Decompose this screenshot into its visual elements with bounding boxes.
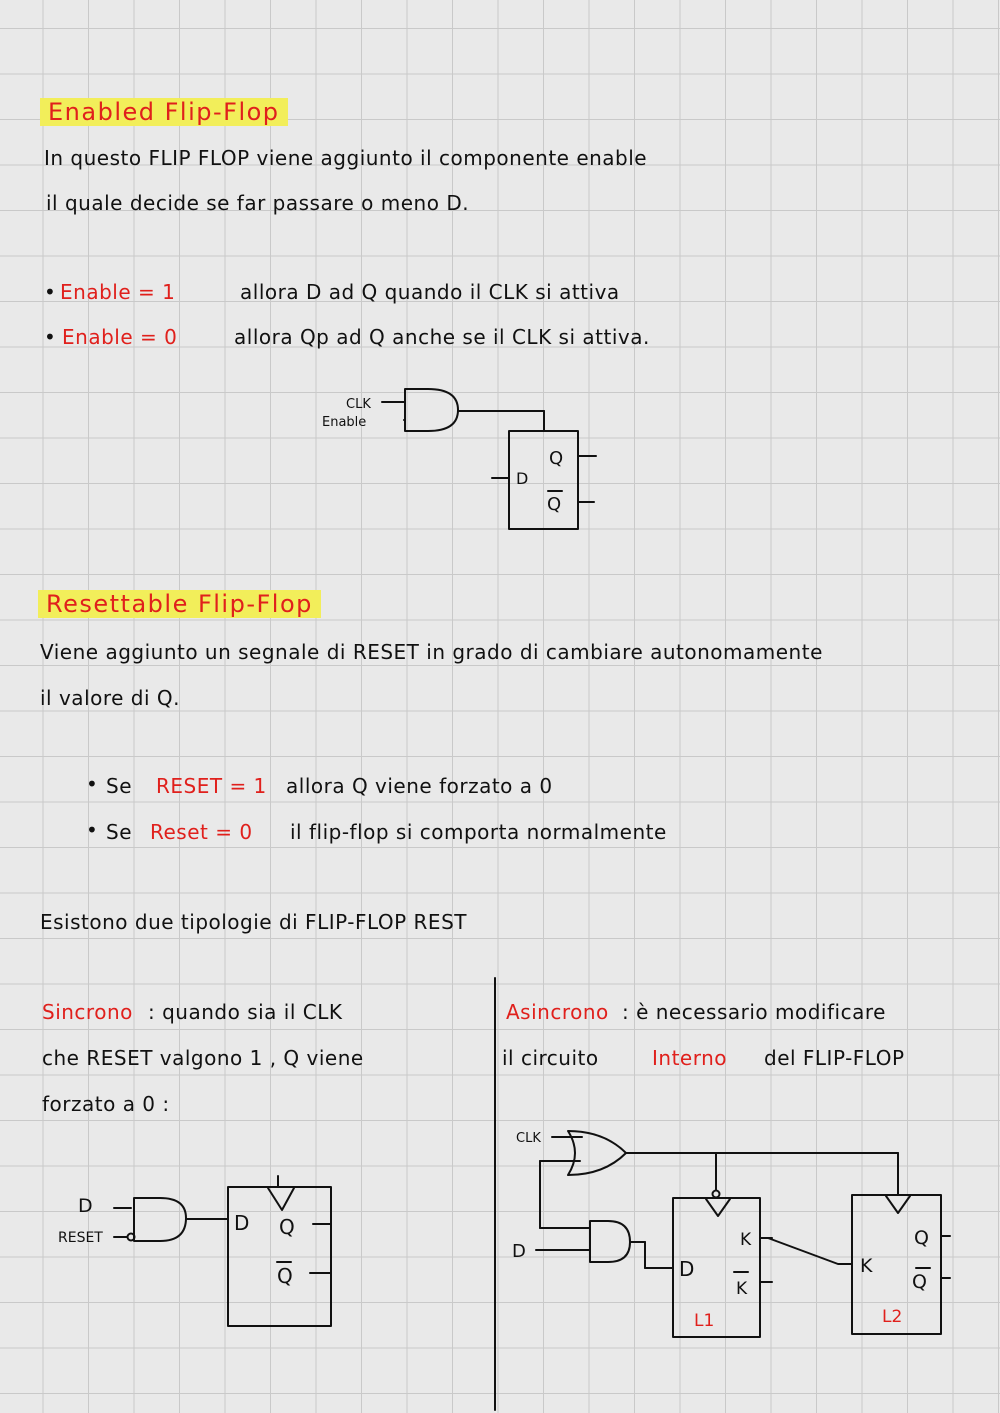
label-l2-q: Q [914, 1227, 929, 1249]
bullet-pre: Se [106, 774, 132, 798]
text-line: il circuito [502, 1046, 599, 1070]
label-d: D [516, 469, 529, 488]
text-line: In questo FLIP FLOP viene aggiunto il componente enable [44, 146, 648, 170]
label-l1-kbar: K [736, 1279, 748, 1299]
sincrono-label: Sincrono [42, 1000, 133, 1024]
text-line: il quale decide se far passare o meno D. [46, 191, 470, 215]
text-line: Viene aggiunto un segnale di RESET in grado di cambiare autonomamente [40, 640, 823, 664]
clock-triangle [706, 1199, 730, 1216]
not-bubble [713, 1191, 720, 1198]
label-l1-name: L1 [694, 1311, 715, 1331]
bullet-label-reset-1: RESET = 1 [156, 774, 267, 798]
text-line: : è necessario modificare [622, 1000, 886, 1024]
section-title-enabled: Enabled Flip-Flop [40, 98, 288, 126]
bullet-dot: • [86, 772, 98, 796]
clock-triangle [268, 1188, 294, 1210]
label-l2-name: L2 [882, 1307, 903, 1327]
bullet-text: allora Qp ad Q anche se il CLK si attiva. [234, 325, 650, 349]
bullet-label-enable-0: Enable = 0 [62, 325, 178, 349]
text-line: del FLIP-FLOP [764, 1046, 905, 1070]
diagram-enabled-flip-flop [382, 389, 596, 529]
label-d: D [512, 1241, 526, 1262]
diagram-sincrono [114, 1176, 331, 1326]
bullet-dot: • [44, 325, 56, 349]
label-clk: CLK [346, 397, 371, 412]
section-title-resettable: Resettable Flip-Flop [38, 590, 321, 618]
label-ff-d: D [234, 1211, 250, 1235]
label-q: Q [549, 448, 564, 469]
label-enable: Enable [322, 415, 367, 430]
bullet-text: allora D ad Q quando il CLK si attiva [240, 280, 620, 304]
label-l1-d: D [679, 1257, 695, 1281]
bullet-dot: • [86, 818, 98, 842]
label-l2-k: K [860, 1255, 873, 1277]
bullet-text: il flip-flop si comporta normalmente [290, 820, 667, 844]
bullet-pre: Se [106, 820, 132, 844]
text-line: Esistono due tipologie di FLIP-FLOP REST [40, 910, 467, 934]
and-gate [134, 1198, 186, 1241]
label-qbar: Q [277, 1264, 293, 1288]
text-highlight-interno: Interno [652, 1046, 728, 1070]
text-line: : quando sia il CLK [148, 1000, 343, 1024]
label-clk: CLK [516, 1131, 541, 1146]
bullet-dot: • [44, 280, 56, 304]
text-line: che RESET valgono 1 , Q viene [42, 1046, 364, 1070]
and-gate [405, 389, 458, 431]
bullet-label-enable-1: Enable = 1 [60, 280, 176, 304]
label-reset: RESET [58, 1230, 103, 1246]
label-d: D [78, 1195, 93, 1217]
bullet-label-reset-0: Reset = 0 [150, 820, 253, 844]
text-line: forzato a 0 : [42, 1092, 170, 1116]
label-q: Q [279, 1215, 295, 1239]
label-l2-qbar: Q [912, 1271, 927, 1293]
text-line: il valore di Q. [40, 686, 181, 710]
and-gate [590, 1221, 630, 1262]
asincrono-label: Asincrono [506, 1000, 609, 1024]
bullet-text: allora Q viene forzato a 0 [286, 774, 553, 798]
label-l1-k: K [740, 1230, 752, 1250]
wire-l1-to-l2 [768, 1238, 852, 1264]
label-qbar: Q [547, 494, 562, 515]
clock-triangle [886, 1196, 910, 1213]
